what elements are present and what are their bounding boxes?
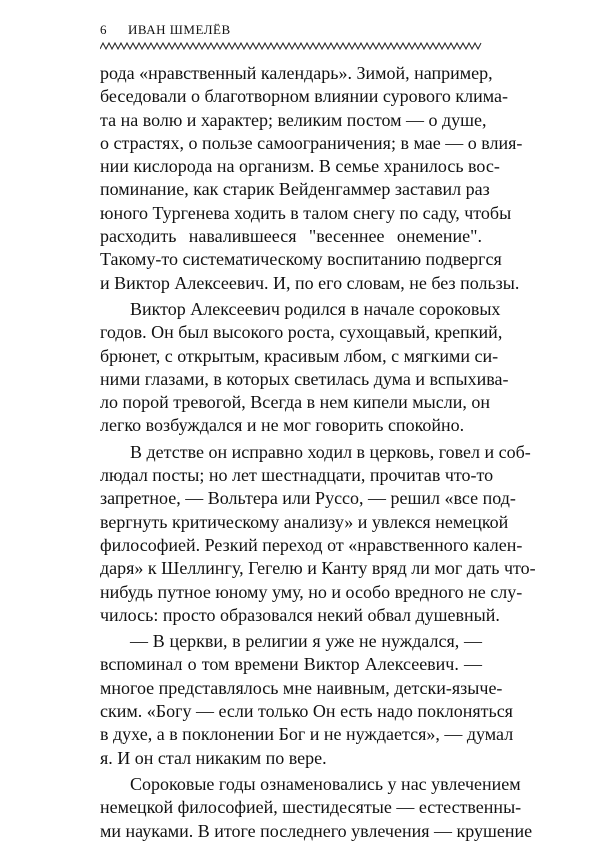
- decorative-rule: [100, 42, 482, 50]
- text-line: Виктор Алексеевич родился в начале сороковых: [130, 298, 501, 319]
- text-line: та на волю и характер; великим постом — о душе,: [100, 109, 487, 130]
- text-line: нии кислорода на организм. В семье хранилось вос-: [100, 156, 500, 177]
- paragraph: [100, 773, 533, 843]
- text-line: расходить навалившееся "весеннее онемение".: [100, 226, 482, 247]
- text-line: Такому-то систематическому воспитанию подвергся: [100, 249, 502, 270]
- text-line: людал посты; но лет шестнадцати, прочитав что-то: [100, 465, 494, 486]
- text-line: немецкой философией, шестидесятые — естественны-: [100, 797, 522, 818]
- text-line: В детстве он исправно ходил в церковь, говел и соб-: [130, 441, 531, 462]
- text-line: я. И он стал никаким по вере.: [100, 747, 327, 768]
- text-line: вспоминал о том времени Виктор Алексеевич. —: [100, 654, 482, 675]
- text-line: — В церкви, в религии я уже не нуждался, —: [130, 631, 482, 652]
- text-line: нибудь путное юному уму, но и особо вредного не слу-: [100, 581, 523, 602]
- text-line: в духе, а в поклонении Бог и не нуждается», — думал: [100, 724, 514, 745]
- running-title: ИВАН ШМЕЛЁВ: [128, 22, 231, 37]
- text-line: чилось: просто образовался некий обвал душевный.: [100, 604, 500, 625]
- text-line: ским. «Богу — если только Он есть надо поклоняться: [100, 701, 513, 722]
- text-line: запретное, — Вольтера или Руссо, — решил «все под-: [100, 488, 516, 509]
- text-line: ло порой тревогой, Всегда в нем кипели мысли, он: [100, 392, 490, 413]
- text-line: и Виктор Алексеевич. И, по его словам, не без пользы.: [100, 272, 520, 293]
- running-header: [100, 22, 480, 38]
- paragraph: [100, 441, 536, 627]
- text-line: беседовали о благотворном влиянии сурового клима-: [100, 86, 509, 107]
- paragraph: [100, 630, 514, 770]
- text-line: ми науками. В итоге последнего увлечения — крушение: [100, 820, 533, 841]
- text-line: философией. Резкий переход от «нравственного кален-: [100, 534, 523, 555]
- paragraph: [100, 298, 509, 438]
- text-line: вергнуть критическому анализу» и увлекся немецкой: [100, 511, 509, 532]
- body-text: [100, 62, 536, 843]
- page-number: 6: [100, 22, 107, 37]
- text-line: ними глазами, в которых светилась дума и вспыхива-: [100, 368, 509, 389]
- text-line: легко возбуждался и не мог говорить спокойно.: [100, 415, 465, 436]
- text-line: годов. Он был высокого роста, сухощавый, крепкий,: [100, 322, 503, 343]
- text-line: даря» к Шеллингу, Гегелю и Канту вряд ли мог дать что-: [100, 558, 536, 579]
- text-line: Сороковые годы ознаменовались у нас увлечением: [130, 773, 521, 794]
- paragraph: [100, 62, 523, 295]
- text-line: многое представлялось мне наивным, детски-языче-: [100, 677, 503, 698]
- text-line: рода «нравственный календарь». Зимой, например,: [100, 63, 493, 83]
- text-line: юного Тургенева ходить в талом снегу по саду, чтобы: [100, 202, 512, 223]
- text-line: брюнет, с открытым, красивым лбом, с мягкими си-: [100, 345, 499, 366]
- text-line: поминание, как старик Вейденгаммер заставил раз: [100, 179, 490, 200]
- text-line: о страстях, о пользе самоограничения; в мае — о влия-: [100, 132, 523, 153]
